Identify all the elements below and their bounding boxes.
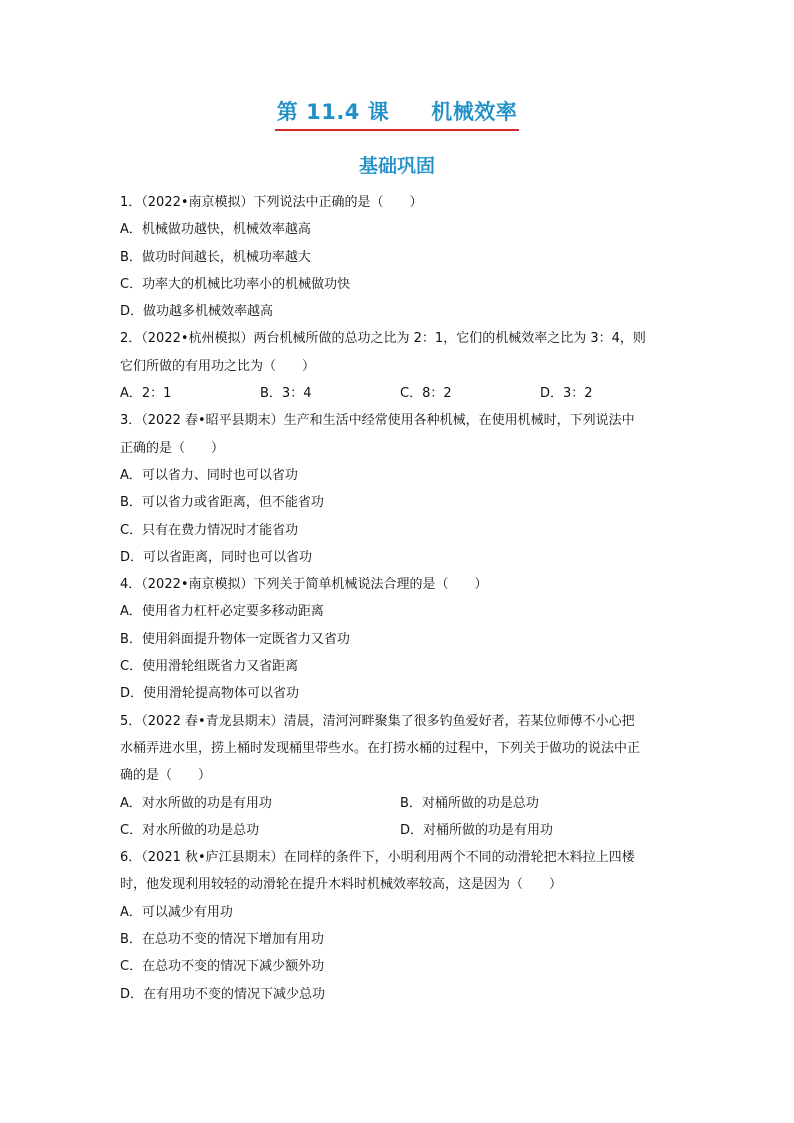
option-d: D．对桶所做的功是有用功 (400, 822, 554, 838)
question-stem-cont: 正确的是（ ） (120, 440, 225, 456)
question-1 (120, 189, 680, 325)
question-4 (120, 571, 680, 707)
option-d: D．做功越多机械效率越高 (120, 304, 274, 320)
options-row (120, 790, 680, 817)
option-b: B．在总功不变的情况下增加有用功 (120, 932, 324, 948)
title-block (0, 96, 794, 131)
option-a: A．可以省力、同时也可以省功 (120, 467, 298, 483)
option-c: C．功率大的机械比功率小的机械做功快 (120, 276, 351, 292)
option-a: A．2：1 (120, 386, 172, 402)
question-stem-cont: 它们所做的有用功之比为（ ） (120, 358, 316, 374)
option-b: B．做功时间越长，机械功率越大 (120, 249, 311, 265)
question-stem-cont: 水桶弄进水里，捞上桶时发现桶里带些水。在打捞水桶的过程中，下列关于做功的说法中正 (120, 740, 641, 756)
option-c: C．对水所做的功是总功 (120, 822, 260, 838)
question-list (120, 189, 680, 1008)
option-a: A．机械做功越快，机械效率越高 (120, 222, 311, 238)
option-a: A．使用省力杠杆必定要多移动距离 (120, 604, 324, 620)
question-stem: 4．（2022•南京模拟）下列关于简单机械说法合理的是（ ） (120, 577, 488, 593)
option-d: D．可以省距离，同时也可以省功 (120, 549, 313, 565)
section-heading: 基础巩固 (358, 155, 435, 177)
options-row (120, 817, 680, 844)
question-stem-cont: 时，他发现利用较轻的动滑轮在提升木料时机械效率较高，这是因为（ ） (120, 877, 563, 893)
lesson-title (275, 96, 519, 131)
question-3 (120, 407, 680, 571)
option-b: B．对桶所做的功是总功 (400, 795, 539, 811)
option-c: C．只有在费力情况时才能省功 (120, 522, 299, 538)
option-c: C．8：2 (400, 386, 452, 402)
option-b: B．3：4 (260, 386, 312, 402)
option-a: A．可以减少有用功 (120, 904, 233, 920)
question-stem-cont: 确的是（ ） (120, 768, 212, 784)
question-stem: 6．（2021 秋•庐江县期末）在同样的条件下，小明利用两个不同的动滑轮把木料拉上四楼 (120, 850, 635, 866)
lesson-topic: 机械效率 (431, 100, 518, 124)
options-row (120, 380, 680, 407)
option-a: A．对水所做的功是有用功 (120, 795, 272, 811)
option-c: C．在总功不变的情况下减少额外功 (120, 959, 325, 975)
option-b: B．使用斜面提升物体一定既省力又省功 (120, 631, 350, 647)
question-stem: 5．（2022 春•青龙县期末）清晨，清河河畔聚集了很多钓鱼爱好者，若某位师傅不小心把 (120, 713, 635, 729)
question-5 (120, 708, 680, 844)
lesson-number: 第 11.4 课 (276, 100, 390, 124)
question-stem: 2．（2022•杭州模拟）两台机械所做的总功之比为 2：1，它们的机械效率之比为 3：4，则 (120, 331, 646, 347)
question-stem: 3．（2022 春•昭平县期末）生产和生活中经常使用各种机械，在使用机械时，下列说法中 (120, 413, 635, 429)
question-stem: 1．（2022•南京模拟）下列说法中正确的是（ ） (120, 195, 423, 210)
option-d: D．使用滑轮提高物体可以省功 (120, 686, 300, 702)
option-b: B．可以省力或省距离，但不能省功 (120, 495, 324, 511)
question-6 (120, 844, 680, 1008)
option-d: D．3：2 (540, 386, 593, 402)
option-d: D．在有用功不变的情况下减少总功 (120, 986, 326, 1002)
question-2 (120, 325, 680, 407)
option-c: C．使用滑轮组既省力又省距离 (120, 659, 299, 675)
